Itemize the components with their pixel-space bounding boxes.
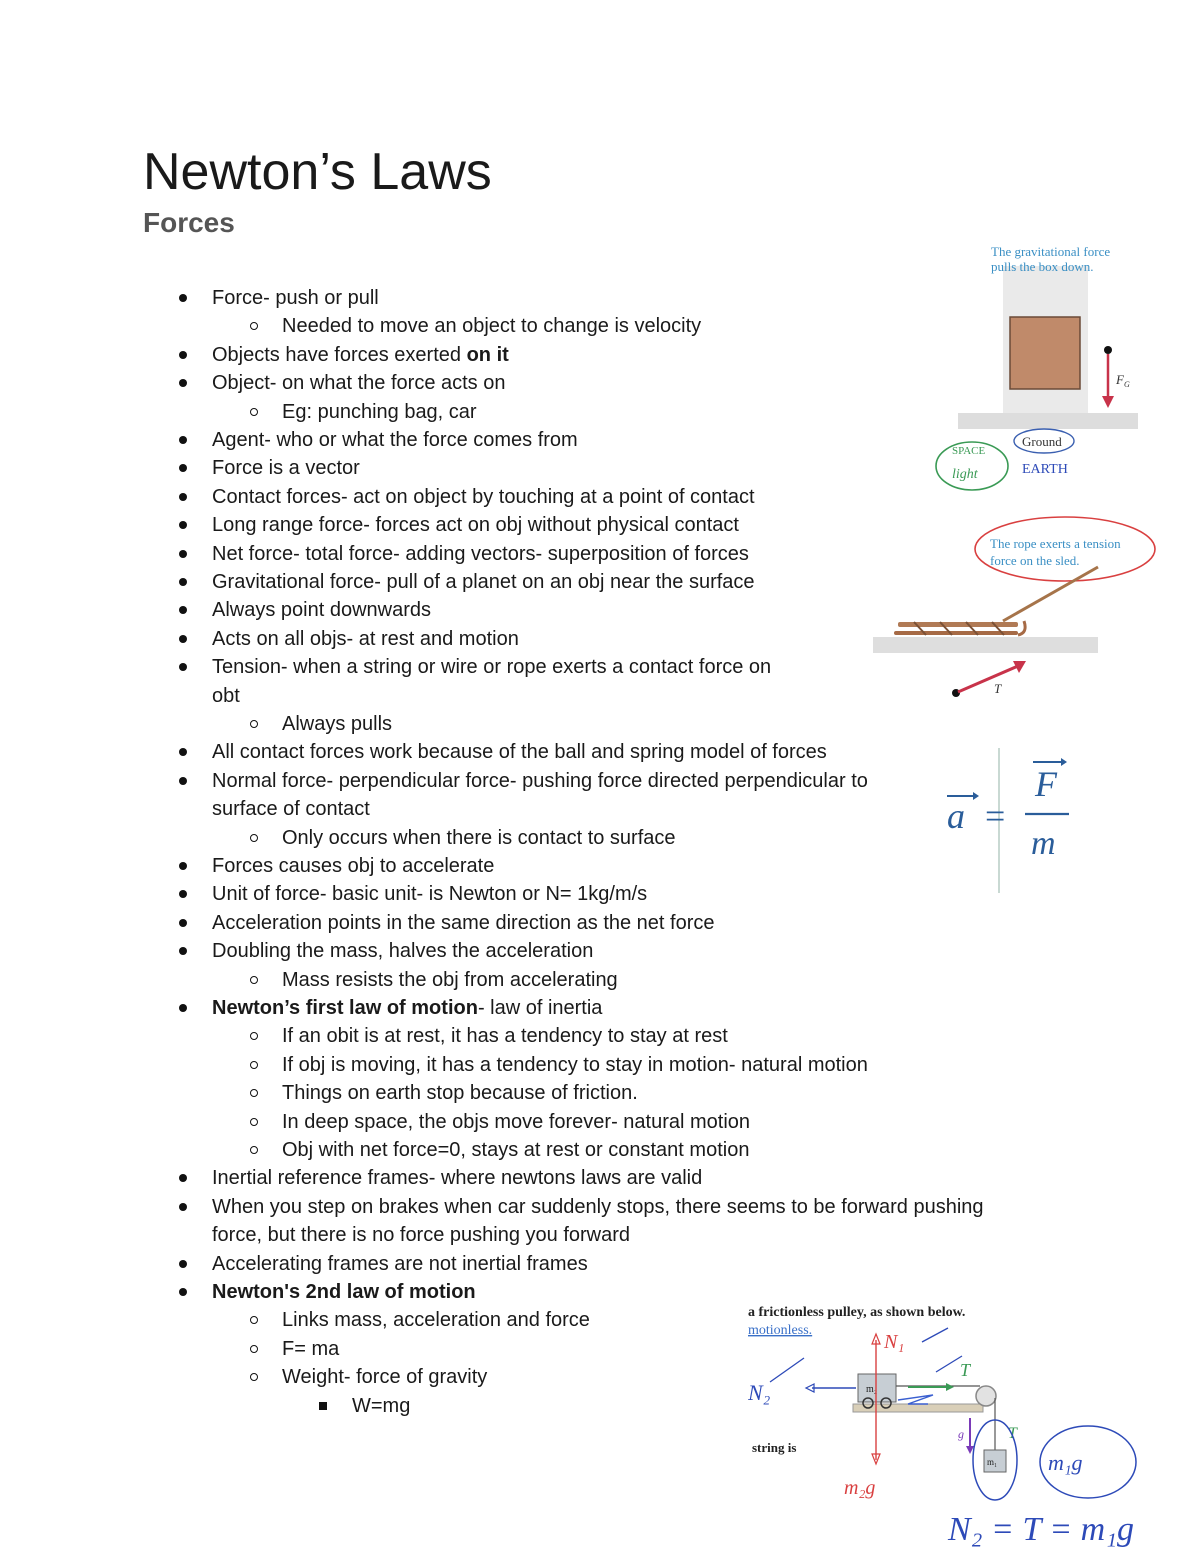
list-item <box>212 426 578 454</box>
bullet-disc-icon <box>179 947 187 955</box>
list-item-text: Agent- who or what the force comes from <box>212 429 578 451</box>
list-item-text: F= ma <box>282 1337 340 1360</box>
bullet-disc-icon <box>179 493 187 501</box>
list-item-text: Inertial reference frames- where newtons laws are valid <box>212 1167 703 1190</box>
bullet-disc-icon <box>179 919 187 927</box>
bullet-disc-icon <box>179 294 187 302</box>
newton-second-law-equation <box>935 748 1100 893</box>
list-item-text: All contact forces work because of the ball and spring model of forces <box>212 741 827 764</box>
list-item <box>282 710 392 738</box>
list-item <box>282 1079 638 1107</box>
handwriting-light: light <box>952 467 978 482</box>
bullet-disc-icon <box>179 550 187 558</box>
sled <box>894 621 1025 635</box>
page-subtitle: Forces <box>143 207 235 238</box>
bullet-disc-icon <box>179 635 187 643</box>
list-item-bold-text: Newton's 2nd law of motion <box>212 1281 476 1303</box>
list-item <box>212 738 827 766</box>
list-item <box>212 937 593 965</box>
hw-t-right: T <box>1008 1425 1017 1442</box>
tension-vector-line <box>958 666 1018 692</box>
a-vector-arrowhead <box>973 792 979 800</box>
list-item-text: obt <box>212 684 240 707</box>
bullet-circle-icon <box>250 834 258 842</box>
pulley-text-2: motionless. <box>748 1323 813 1338</box>
list-item <box>212 483 755 511</box>
gravity-figure <box>928 238 1173 500</box>
bullet-circle-icon <box>250 1032 258 1040</box>
tension-caption-2: force on the sled. <box>990 553 1080 568</box>
equation-numerator: F <box>1035 764 1057 804</box>
list-item <box>212 994 602 1022</box>
list-item-text: surface of contact <box>212 798 370 821</box>
list-item <box>282 1108 750 1136</box>
bullet-disc-icon <box>179 748 187 756</box>
list-item-text: If obj is moving, it has a tendency to stay in motion- natural motion <box>282 1053 868 1076</box>
force-origin-dot <box>1104 346 1112 354</box>
list-item-bold-text: on it <box>466 343 509 366</box>
bullet-disc-icon <box>179 1203 187 1211</box>
gravity-vector-label: F <box>1116 372 1124 387</box>
ground-label: Ground <box>1022 434 1062 449</box>
bullet-disc-icon <box>179 663 187 671</box>
hw-tension-arrowhead <box>946 1383 954 1391</box>
list-item-text: Force- push or pull <box>212 287 379 309</box>
hw-g: g <box>958 1427 964 1441</box>
list-item <box>212 852 494 880</box>
block-m2-label: m₂ <box>866 1384 878 1395</box>
list-item <box>212 284 379 312</box>
bullet-circle-icon <box>250 1373 258 1381</box>
list-item <box>282 1363 487 1391</box>
list-item-text: - law of inertia <box>477 997 603 1019</box>
pulley-text-3: string is <box>752 1440 797 1455</box>
list-item <box>282 398 477 426</box>
list-item <box>212 511 739 539</box>
list-item-text: Force is a vector <box>212 457 360 480</box>
hw-m1g: m₁g <box>1048 1450 1083 1475</box>
bullet-disc-icon <box>179 351 187 359</box>
list-item-text: Forces causes obj to accelerate <box>212 855 495 877</box>
equation-lhs: a <box>947 796 965 836</box>
gravity-caption-1: The gravitational force <box>991 244 1111 259</box>
handwriting-earth: EARTH <box>1022 462 1068 477</box>
bullet-disc-icon <box>179 1288 187 1296</box>
hw-n2: N₂ <box>748 1380 771 1405</box>
list-item <box>212 880 647 908</box>
bullet-circle-icon <box>250 976 258 984</box>
list-item <box>212 596 431 624</box>
list-item-text: Needed to move an object to change is velocity <box>282 315 702 338</box>
hw-m2g: m₂g <box>844 1477 876 1499</box>
bullet-circle-icon <box>250 408 258 416</box>
list-item <box>282 1335 339 1363</box>
list-item-text: Unit of force- basic unit- is Newton or N= 1kg/m/s <box>212 883 648 906</box>
tension-vector-label: T <box>994 681 1002 696</box>
bullet-disc-icon <box>179 777 187 785</box>
list-item <box>352 1392 410 1420</box>
bullet-disc-icon <box>179 379 187 387</box>
bullet-disc-icon <box>179 578 187 586</box>
bullet-disc-icon <box>179 890 187 898</box>
list-item <box>212 909 715 937</box>
gravity-caption-2: pulls the box down. <box>991 259 1094 274</box>
list-item <box>212 1164 702 1192</box>
list-item-continuation <box>212 795 370 823</box>
list-item-text: Contact forces- act on object by touching at a point of contact <box>212 485 755 508</box>
list-item <box>212 369 506 397</box>
equation-equals: = <box>985 796 1006 836</box>
list-item <box>282 966 618 994</box>
handwriting-space: SPACE <box>952 445 986 457</box>
rope <box>1003 567 1098 621</box>
list-item <box>212 341 509 369</box>
page-title: Newton’s Laws <box>143 143 492 201</box>
list-item <box>282 1022 728 1050</box>
bullet-disc-icon <box>179 606 187 614</box>
bullet-disc-icon <box>179 521 187 529</box>
bullet-disc-icon <box>179 436 187 444</box>
list-item-text: Gravitational force- pull of a planet on an obj near the surface <box>212 571 755 593</box>
list-item <box>212 1278 476 1306</box>
f-vector-arrowhead <box>1061 758 1067 766</box>
list-item-text: Object- on what the force acts on <box>212 372 506 395</box>
bullet-disc-icon <box>179 464 187 472</box>
list-item-text: Things on earth stop because of friction. <box>282 1082 638 1105</box>
list-item <box>282 1051 868 1079</box>
bullet-disc-icon <box>179 1260 187 1268</box>
list-item <box>282 1306 590 1334</box>
list-item <box>212 1193 984 1221</box>
list-item-text: In deep space, the objs move forever- natural motion <box>282 1110 751 1133</box>
bullet-disc-icon <box>179 1004 187 1012</box>
list-item <box>282 1136 749 1164</box>
list-item-text: Long range force- forces act on obj without physical contact <box>212 514 739 537</box>
list-item-text: Acts on all objs- at rest and motion <box>212 627 519 650</box>
list-item-text: Accelerating frames are not inertial frames <box>212 1252 588 1275</box>
list-item <box>282 312 701 340</box>
list-item-text: Weight- force of gravity <box>282 1366 488 1389</box>
list-item-text: Net force- total force- adding vectors- superposition of forces <box>212 542 749 565</box>
list-item-text: Eg: punching bag, car <box>282 400 477 423</box>
list-item-text: Always point downwards <box>212 599 431 622</box>
list-item-text: Mass resists the obj from accelerating <box>282 968 618 991</box>
bullet-circle-icon <box>250 1316 258 1324</box>
list-item-bold-text: Newton’s first law of motion <box>212 997 478 1019</box>
list-item-text: Always pulls <box>282 713 393 735</box>
gravity-vector-arrowhead <box>1102 396 1114 408</box>
list-item-text: force, but there is no force pushing you forward <box>212 1224 631 1247</box>
list-item <box>212 568 755 596</box>
equation-denominator: m <box>1031 825 1056 862</box>
list-item-text: Objects have forces exerted <box>212 343 467 366</box>
gravity-vector-subscript: G <box>1124 380 1130 389</box>
list-item-text: Links mass, acceleration and force <box>282 1309 590 1332</box>
hw-blue-slash-top <box>922 1328 948 1342</box>
tension-caption-1: The rope exerts a tension <box>990 536 1121 551</box>
bullet-square-icon <box>319 1402 327 1410</box>
hw-t-top: T <box>960 1360 971 1380</box>
list-item-text: Tension- when a string or wire or rope exerts a contact force on <box>212 656 772 679</box>
tension-figure <box>868 505 1188 705</box>
block-m1-label: m₁ <box>987 1457 998 1467</box>
list-item-text: If an obit is at rest, it has a tendency to stay at rest <box>282 1025 728 1048</box>
bullet-circle-icon <box>250 1061 258 1069</box>
list-item-text: Only occurs when there is contact to surface <box>282 826 676 849</box>
list-item-text: Acceleration points in the same direction as the net force <box>212 911 715 934</box>
hw-blue-slash-mid <box>936 1356 962 1372</box>
list-item <box>212 1250 588 1278</box>
bullet-circle-icon <box>250 1118 258 1126</box>
list-item-text: Obj with net force=0, stays at rest or constant motion <box>282 1139 750 1161</box>
list-item-text: Doubling the mass, halves the acceleration <box>212 940 594 963</box>
list-item <box>212 767 868 795</box>
bullet-circle-icon <box>250 322 258 330</box>
list-item <box>212 653 771 681</box>
list-item-continuation <box>212 682 240 710</box>
bullet-circle-icon <box>250 1345 258 1353</box>
bullet-circle-icon <box>250 1089 258 1097</box>
bullet-disc-icon <box>179 1174 187 1182</box>
tension-ground <box>873 637 1098 653</box>
list-item <box>212 625 519 653</box>
pulley-wheel <box>976 1386 996 1406</box>
list-item-text: When you step on brakes when car suddenly stops, there seems to be forward pushing <box>212 1195 984 1218</box>
bullet-circle-icon <box>250 1146 258 1154</box>
bullet-circle-icon <box>250 720 258 728</box>
list-item-text: Normal force- perpendicular force- pushing force directed perpendicular to <box>212 769 868 792</box>
list-item <box>212 540 749 568</box>
hw-blue-slash-left <box>770 1358 804 1382</box>
hw-equation: N₂ = T = m₁g <box>948 1511 1135 1548</box>
bullet-disc-icon <box>179 862 187 870</box>
hw-n1: N₁ <box>884 1331 905 1353</box>
falling-box <box>1010 317 1080 389</box>
list-item-text: W=mg <box>352 1394 411 1417</box>
pulley-figure <box>748 1300 1188 1550</box>
hw-hatch-marks <box>898 1395 933 1404</box>
list-item <box>282 824 676 852</box>
pulley-text-1: a frictionless pulley, as shown below. <box>748 1305 966 1320</box>
list-item <box>212 454 360 482</box>
list-item-continuation <box>212 1221 630 1249</box>
